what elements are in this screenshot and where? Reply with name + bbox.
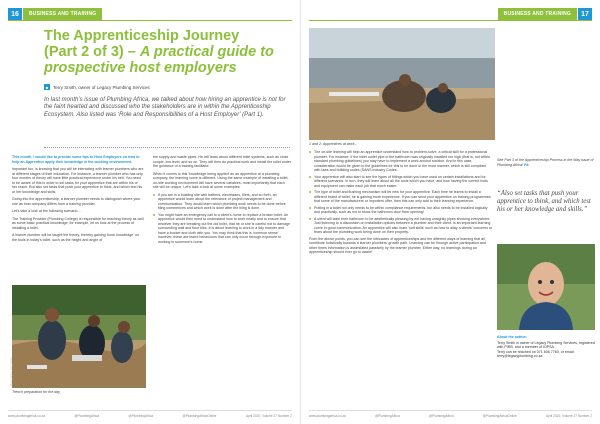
byline (44, 84, 150, 90)
footer-social-facebook[interactable]: @PlumbingAfrica (375, 413, 400, 418)
author-photo (497, 244, 595, 330)
paragraph: Going into the apprenticeship, a learner plumber needs to distinguish where your role as host company differs from a training provider. (12, 197, 141, 206)
title-line-1: The Apprenticeship Journey (44, 28, 240, 44)
about-text: Terry Smith is owner of Legacy Plumbing Services, registered with PIRB, and a member of IOPSA. (497, 340, 595, 350)
list-item: If you are in a building site with bathers, electricians, tilers, and so forth, an apprentice would learn about the relevance of project management and communication. They would learn which plumbing work needs to be done before tiling commences and which work is done after the tiling is done. (153, 193, 291, 211)
footer-website[interactable]: www.plumbingafrica.co.za (309, 413, 346, 418)
see-part-note (497, 158, 595, 167)
section-label: BUSINESS AND TRAINING (498, 8, 577, 20)
author-icon: ■ (45, 84, 49, 90)
pull-quote: “Also set tasks that push your apprentice to think, and which test his or her knowledge and skills.” (497, 190, 591, 214)
about-contact[interactable]: Terry can be reached on 071 606 7760, or email: terry@legacyplumbing.co.za (497, 349, 575, 359)
title-part-em: A practical guide to (139, 44, 274, 60)
header-rule (309, 20, 592, 21)
pa-mark: PA (524, 162, 529, 167)
about-author (497, 335, 595, 359)
apprentices-photo (309, 28, 495, 140)
paragraph: The Training Provider (Plumbing College) is responsible for teaching theory as well as some basic practical knowledge; for example, let us look at the process of installing a toilet. (12, 216, 144, 230)
footer-issue: April 2020, Volume 27 Number 2 (245, 413, 292, 418)
divider (44, 147, 290, 148)
footer-issue: April 2020, Volume 27 Number 2 (545, 413, 592, 418)
paragraph: the supply and waste pipes. He will learn about different toilet systems, such as close couple, low level, and so on. They will then do practical work and install the toilet under the guidance of a training facilitator. (153, 155, 291, 168)
footer-social-twitter[interactable]: @PlumbingAfrica (128, 413, 154, 418)
see-part-text: See Part 3 of the Apprenticeship Process in the May issue of Plumbing Africa! (497, 158, 594, 167)
list-item: A client will want their bathroom to be aesthetically pleasing by not having unsightly pipes showing everywhere. Just listening to a discussion on installation options between a plumber and their client, is an important learning curve in good communication. An apprentice will also learn 'soft skills' such as how to allay a clients' concerns or fears about the plumbing work being done on their property. (309, 217, 493, 235)
list-item: You might have an emergency call to a client's home to replace a broken toilet. An apprentice would then need to understand how to work neatly and to ensure that whoever they are breaking out the old toilet, that he or she is careful not to damage surrounding wall and floor tiles. It is about learning to work in a tidy manner and have a bucket and cloth with you. You may think that this is 'common sense' however, these are learnt behaviours that can only occur through exposure to working in someone's home. (153, 213, 291, 245)
bullet-list (309, 150, 493, 235)
header-rule (8, 20, 292, 21)
left-column-2 (153, 155, 291, 246)
paragraph: From the above points, you can see the intricacies of apprenticeships and the different ways of learning that all contribute holistically towards a learner plumbers' growth path. Learning can be through active participation and other times information is assimilated passively by the learner plumber. Either way, no learnings during an apprenticeship should ever go to waste! (309, 236, 486, 254)
left-footer (8, 410, 292, 418)
left-column-1 (12, 155, 144, 245)
site-photo (12, 285, 146, 388)
list-item: The on-site learning will help an apprentice understand how to problem-solve, a critical skill for a professional plumber. For instance, if the toilet outlet pipe in the bathroom was originally installed too high (that is, not within standard plumbing guidelines) you may have to implement a work-around solution. And in this case, consideration would be given to the guidelines for this to be done in the most manner, which is still compliant with laws and building codes (SANS industry Codes. (309, 150, 493, 173)
about-heading: About the author: (497, 335, 528, 339)
photo-caption: 1 and 2: Apprentices at work... (309, 142, 358, 146)
author-name: Terry Smith, owner of Legacy Plumbing Services (53, 84, 150, 90)
lead-paragraph: This month, I would like to provide some tips to Host Employers on how to help an Apprentice apply their knowledge in the working environment. (12, 155, 140, 164)
footer-website[interactable]: www.plumbingafrica.co.za (8, 413, 45, 418)
intro-text: In last month’s issue of Plumbing Africa, we talked about how hiring an apprentice is not for the faint hearted and discussed who the stakeholders are in within the Apprenticeship Ecosystem. Also listed was ‘Role and Responsibilities of a Host Employer’ (Part 1). (44, 97, 286, 118)
photo-credit: Photographer Terry Smith (10, 357, 13, 386)
article-title (44, 28, 284, 76)
right-page (300, 0, 600, 424)
bullet-list (153, 193, 291, 245)
paragraph: When it comes to this 'knowledge being applied' as an apprentice at a plumbing company, the learning curve is different. Using the same example of installing a toilet, on-site working environment will have several variables, most importantly that each site will be unique. Let's take a look at some examples: (153, 171, 289, 189)
footer-social-twitter[interactable]: @PlumbingAfrica (428, 413, 454, 418)
title-line-2 (44, 44, 284, 60)
paragraph: A learner plumber will be taught the theory, thereby gaining 'book knowledge' on the tools in today's toilet, such as the height and angle of (12, 233, 139, 242)
list-item: Your apprentice will also start to see the types of fittings which you have used on certain installations and for different scenarios. In turn, they will learn about all the tools which you have, and how having the correct tools and equipment can make each job that much easier. (309, 175, 493, 189)
photo-caption: Trench preparation for the day (12, 390, 61, 394)
list-item: The type of toilet and flushing mechanism will be new for your apprentice. Each time he learns to install a different brand of toilet, he is gaining more experience. If you can send your apprentice on training programmes that some of the manufacturers or importers offer, then this can only add to their learning experience. (309, 190, 493, 204)
footer-social-facebook[interactable]: @PlumbingAfrica (74, 413, 99, 418)
right-header (309, 8, 592, 20)
footer-social-linkedin[interactable]: @PlumbingAfricaOnline (482, 413, 517, 418)
page-number: 17 (578, 8, 592, 20)
paragraph: Let's take a look at the following scenario.... (12, 209, 82, 213)
right-footer (309, 410, 592, 418)
page-number: 16 (8, 8, 22, 20)
right-column-1 (309, 150, 493, 258)
site-photo-image (12, 285, 146, 388)
title-part-plain: (Part 2 of 3) – (44, 44, 140, 60)
footer-social-linkedin[interactable]: @PlumbingAfricaOnline (182, 413, 217, 418)
title-line-3: prospective host employers (44, 60, 237, 76)
apprentices-photo-image (309, 28, 495, 140)
paragraph: Important too, is knowing that you will be interacting with learner plumbers who are at different stages of their education. For instance, a learner plumber who has only four months of theory will have little practical experience under his belt. You need to be aware of this in order to set tasks for your apprentice that are within his or her reach. But also set tasks that push your apprentice to think, and which test his or her knowledge and skills. (12, 167, 144, 194)
author-photo-image (497, 244, 595, 330)
left-header (8, 8, 292, 20)
list-item: Putting in a toilet not only needs to be within compliance requirements, but also needs to be installed logically and practically, such as not to block the bathroom door from opening! (309, 206, 493, 215)
section-label: BUSINESS AND TRAINING (23, 8, 102, 20)
